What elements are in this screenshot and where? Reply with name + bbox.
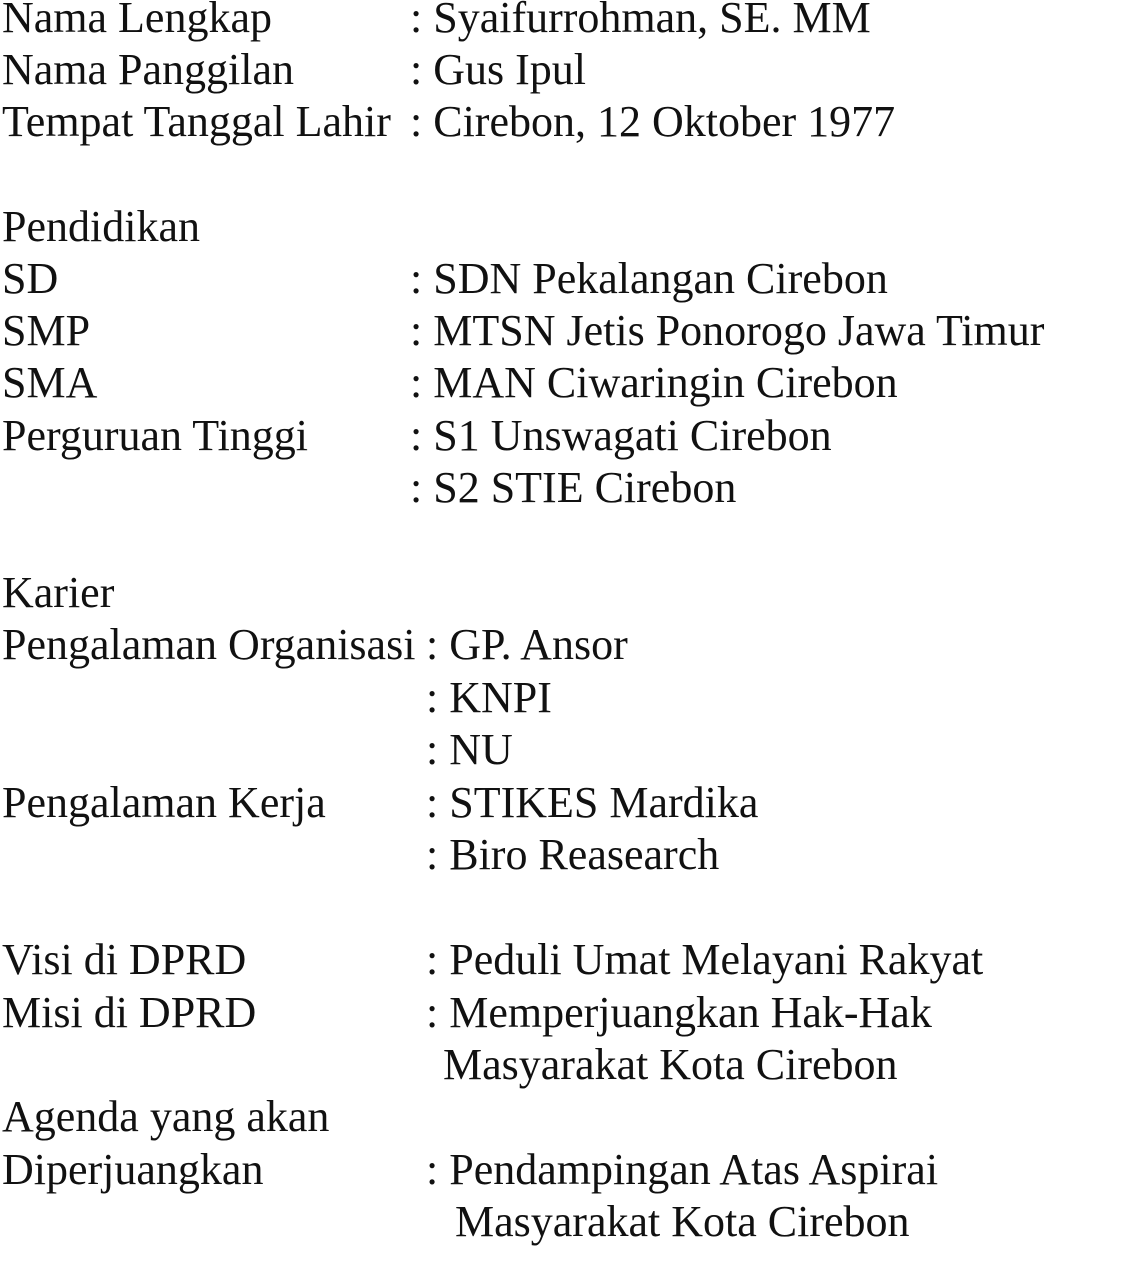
university-value-s1: : S1 Unswagati Cirebon [410,411,832,460]
nickname-label: Nama Panggilan [2,45,295,94]
smp-label: SMP [2,306,91,355]
university-value-s2: : S2 STIE Cirebon [410,463,737,512]
smp-value: : MTSN Jetis Ponorogo Jawa Timur [410,306,1045,355]
organization-value-3: : NU [426,725,513,774]
misi-label: Misi di DPRD [2,988,257,1037]
education-heading: Pendidikan [2,202,200,251]
birth-label: Tempat Tanggal Lahir [2,97,391,146]
organization-label: Pengalaman Organisasi [2,620,416,669]
nickname-value: : Gus Ipul [410,45,586,94]
full-name-label: Nama Lengkap [2,0,272,42]
visi-value: : Peduli Umat Melayani Rakyat [426,935,984,984]
organization-value-1: : GP. Ansor [426,620,628,669]
sd-value: : SDN Pekalangan Cirebon [410,254,888,303]
organization-value-2: : KNPI [426,673,552,722]
work-value-1: : STIKES Mardika [426,778,759,827]
sma-label: SMA [2,358,98,407]
misi-value-2: Masyarakat Kota Cirebon [443,1040,898,1089]
university-label: Perguruan Tinggi [2,411,309,460]
agenda-label-2: Diperjuangkan [2,1145,264,1194]
agenda-label-1: Agenda yang akan [2,1092,330,1141]
birth-value: : Cirebon, 12 Oktober 1977 [410,97,896,146]
misi-value-1: : Memperjuangkan Hak-Hak [426,988,932,1037]
sd-label: SD [2,254,59,303]
full-name-value: : Syaifurrohman, SE. MM [410,0,871,42]
work-label: Pengalaman Kerja [2,778,326,827]
work-value-2: : Biro Reasearch [426,830,720,879]
career-heading: Karier [2,568,115,617]
sma-value: : MAN Ciwaringin Cirebon [410,358,898,407]
agenda-value-2: Masyarakat Kota Cirebon [455,1197,910,1246]
visi-label: Visi di DPRD [2,935,247,984]
agenda-value-1: : Pendampingan Atas Aspirai [426,1145,939,1194]
